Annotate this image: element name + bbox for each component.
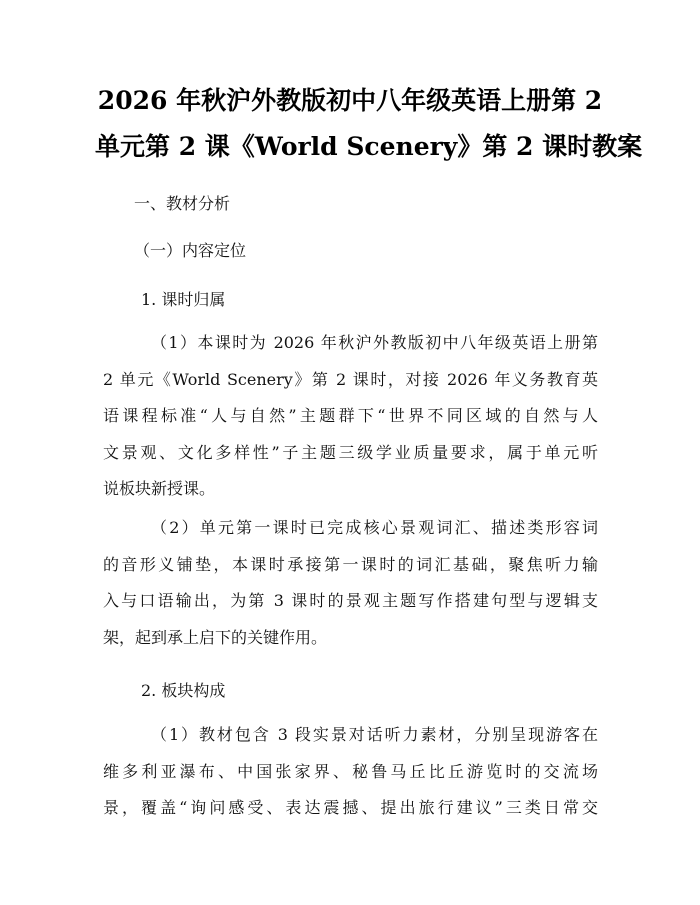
paragraph-2-line: （2）单元第一课时已完成核心景观词汇、描述类形容词 bbox=[151, 518, 598, 537]
paragraph-1-line: 2 单元《World Scenery》第 2 课时，对接 2026 年义务教育英 bbox=[103, 369, 598, 389]
document-title-line-2: 单元第 2 课《World Scenery》第 2 课时教案 bbox=[95, 132, 643, 161]
paragraph-2-line: 入与口语输出，为第 3 课时的景观主题写作搭建句型与逻辑支 bbox=[103, 591, 598, 610]
item-heading-section-composition: 2. 板块构成 bbox=[141, 681, 226, 700]
paragraph-3-line: 维多利亚瀑布、中国张家界、秘鲁马丘比丘游览时的交流场 bbox=[103, 761, 598, 781]
paragraph-1 bbox=[103, 325, 598, 508]
subsection-heading-content-positioning: （一）内容定位 bbox=[134, 241, 247, 260]
paragraph-3-line: （1）教材包含 3 段实景对话听力素材，分别呈现游客在 bbox=[151, 725, 598, 744]
item-heading-lesson-placement: 1. 课时归属 bbox=[141, 290, 226, 309]
paragraph-3-line: 景，覆盖“询问感受、表达震撼、提出旅行建议”三类日常交 bbox=[103, 798, 598, 817]
paragraph-1-line: 文景观、文化多样性”子主题三级学业质量要求，属于单元听 bbox=[103, 442, 598, 462]
paragraph-1-line: （1）本课时为 2026 年秋沪外教版初中八年级英语上册第 bbox=[151, 333, 598, 352]
paragraph-3 bbox=[103, 717, 598, 827]
paragraph-2 bbox=[103, 510, 598, 656]
section-heading-textbook-analysis: 一、教材分析 bbox=[134, 194, 231, 213]
paragraph-2-line: 架，起到承上启下的关键作用。 bbox=[103, 627, 328, 647]
document-title-line-1: 2026 年秋沪外教版初中八年级英语上册第 2 bbox=[97, 86, 603, 115]
paragraph-2-line: 的音形义铺垫，本课时承接第一课时的词汇基础，聚焦听力输 bbox=[103, 554, 598, 574]
paragraph-1-line: 说板块新授课。 bbox=[103, 479, 216, 498]
paragraph-1-line: 语课程标准“人与自然”主题群下“世界不同区域的自然与人 bbox=[103, 406, 598, 425]
